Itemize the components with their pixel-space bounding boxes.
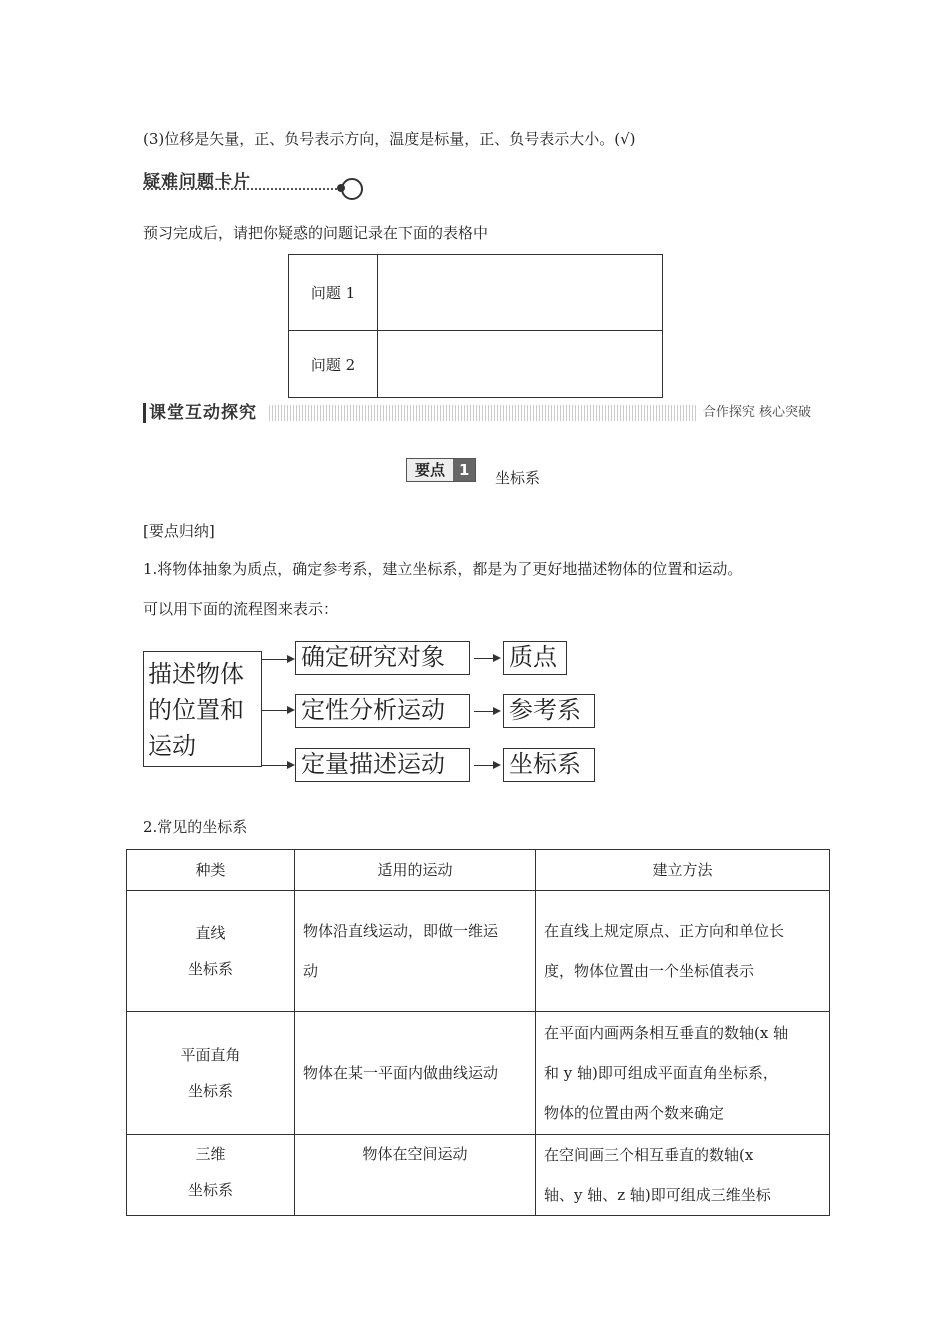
table-header-row <box>127 850 830 891</box>
question-answer-cell[interactable] <box>378 255 663 331</box>
key-point-label: 要点 <box>407 459 453 481</box>
motion-cell <box>295 891 536 1012</box>
item-3-statement: (3)位移是矢量，正、负号表示方向，温度是标量，正、负号表示大小。(√) <box>143 130 636 148</box>
flow-source-box <box>143 651 262 767</box>
question-label: 问题 2 <box>289 331 378 398</box>
arrow-right-icon <box>493 761 501 769</box>
question-table <box>288 254 663 398</box>
kind-cell <box>127 891 295 1012</box>
cell-line: 直线 <box>195 924 226 942</box>
flow-arrow <box>474 711 494 712</box>
table-row <box>289 331 663 398</box>
flow-source-line: 运动 <box>148 732 196 760</box>
arrow-right-icon <box>287 761 295 769</box>
paragraph-2: 可以用下面的流程图来表示： <box>143 600 339 618</box>
flow-step-box: 确定研究对象 <box>295 641 470 675</box>
method-cell <box>536 1135 830 1216</box>
method-cell <box>536 891 830 1012</box>
flow-arrow <box>262 659 288 660</box>
arrow-right-icon <box>287 706 295 714</box>
section-subtitle: 合作探究 核心突破 <box>697 403 811 423</box>
flow-arrow <box>262 765 288 766</box>
flow-arrow <box>262 710 288 711</box>
table-row <box>127 1135 830 1216</box>
cell-line: 在直线上规定原点、正方向和单位长 <box>544 922 785 940</box>
cell-line: 坐标系 <box>187 1181 233 1199</box>
key-point-badge <box>406 458 476 482</box>
cell-line: 平面直角 <box>180 1046 241 1064</box>
cell-line: 三维 <box>195 1145 226 1163</box>
column-header: 建立方法 <box>536 850 830 891</box>
cell-line: 物体沿直线运动，即做一维运 <box>303 922 499 940</box>
flow-step-box: 定性分析运动 <box>295 694 470 728</box>
table-row <box>127 891 830 1012</box>
question-card-divider <box>143 188 341 190</box>
question-card-title: 疑难问题卡片 <box>143 172 251 192</box>
flow-result-box: 质点 <box>503 641 567 675</box>
motion-cell <box>295 1135 536 1216</box>
flow-result-box: 坐标系 <box>503 748 595 782</box>
summary-heading: [要点归纳] <box>143 522 215 540</box>
motion-cell <box>295 1012 536 1135</box>
key-point-number: 1 <box>453 459 475 481</box>
arrow-right-icon <box>493 707 501 715</box>
cell-line: 物体在某一平面内做曲线运动 <box>303 1064 499 1082</box>
paragraph-1: 1.将物体抽象为质点，确定参考系，建立坐标系，都是为了更好地描述物体的位置和运动。 <box>143 560 743 578</box>
question-label: 问题 1 <box>289 255 378 331</box>
question-answer-cell[interactable] <box>378 331 663 398</box>
table-row <box>289 255 663 331</box>
table-row <box>127 1012 830 1135</box>
flow-arrow <box>474 765 494 766</box>
cell-line: 度，物体位置由一个坐标值表示 <box>544 962 755 980</box>
column-header: 适用的运动 <box>295 850 536 891</box>
cell-line: 坐标系 <box>187 960 233 978</box>
cell-line: 物体在空间运动 <box>362 1145 468 1163</box>
flow-step-box: 定量描述运动 <box>295 748 470 782</box>
question-card-intro: 预习完成后，请把你疑惑的问题记录在下面的表格中 <box>143 224 489 242</box>
arrow-right-icon <box>493 654 501 662</box>
kind-cell <box>127 1135 295 1216</box>
section-header <box>143 403 811 423</box>
cell-line: 在平面内画两条相互垂直的数轴(x 轴 <box>544 1024 789 1042</box>
cell-line: 坐标系 <box>187 1082 233 1100</box>
flow-result-box: 参考系 <box>503 694 595 728</box>
cell-line: 轴、y 轴、z 轴)即可组成三维坐标 <box>544 1186 771 1204</box>
flow-arrow <box>474 658 494 659</box>
kind-cell <box>127 1012 295 1135</box>
coordinate-systems-table <box>126 849 830 1216</box>
paragraph-3: 2.常见的坐标系 <box>143 818 248 836</box>
column-header: 种类 <box>127 850 295 891</box>
circle-icon <box>341 178 363 200</box>
cell-line: 动 <box>303 962 319 980</box>
arrow-right-icon <box>287 655 295 663</box>
flow-source-line: 描述物体 <box>148 660 244 688</box>
cell-line: 物体的位置由两个数来确定 <box>544 1104 725 1122</box>
section-title: 课堂互动探究 <box>143 403 257 423</box>
flow-source-line: 的位置和 <box>148 696 244 724</box>
key-point-title: 坐标系 <box>495 469 541 487</box>
cell-line: 在空间画三个相互垂直的数轴(x <box>544 1146 754 1164</box>
cell-line: 和 y 轴)即可组成平面直角坐标系， <box>544 1064 778 1082</box>
method-cell <box>536 1012 830 1135</box>
